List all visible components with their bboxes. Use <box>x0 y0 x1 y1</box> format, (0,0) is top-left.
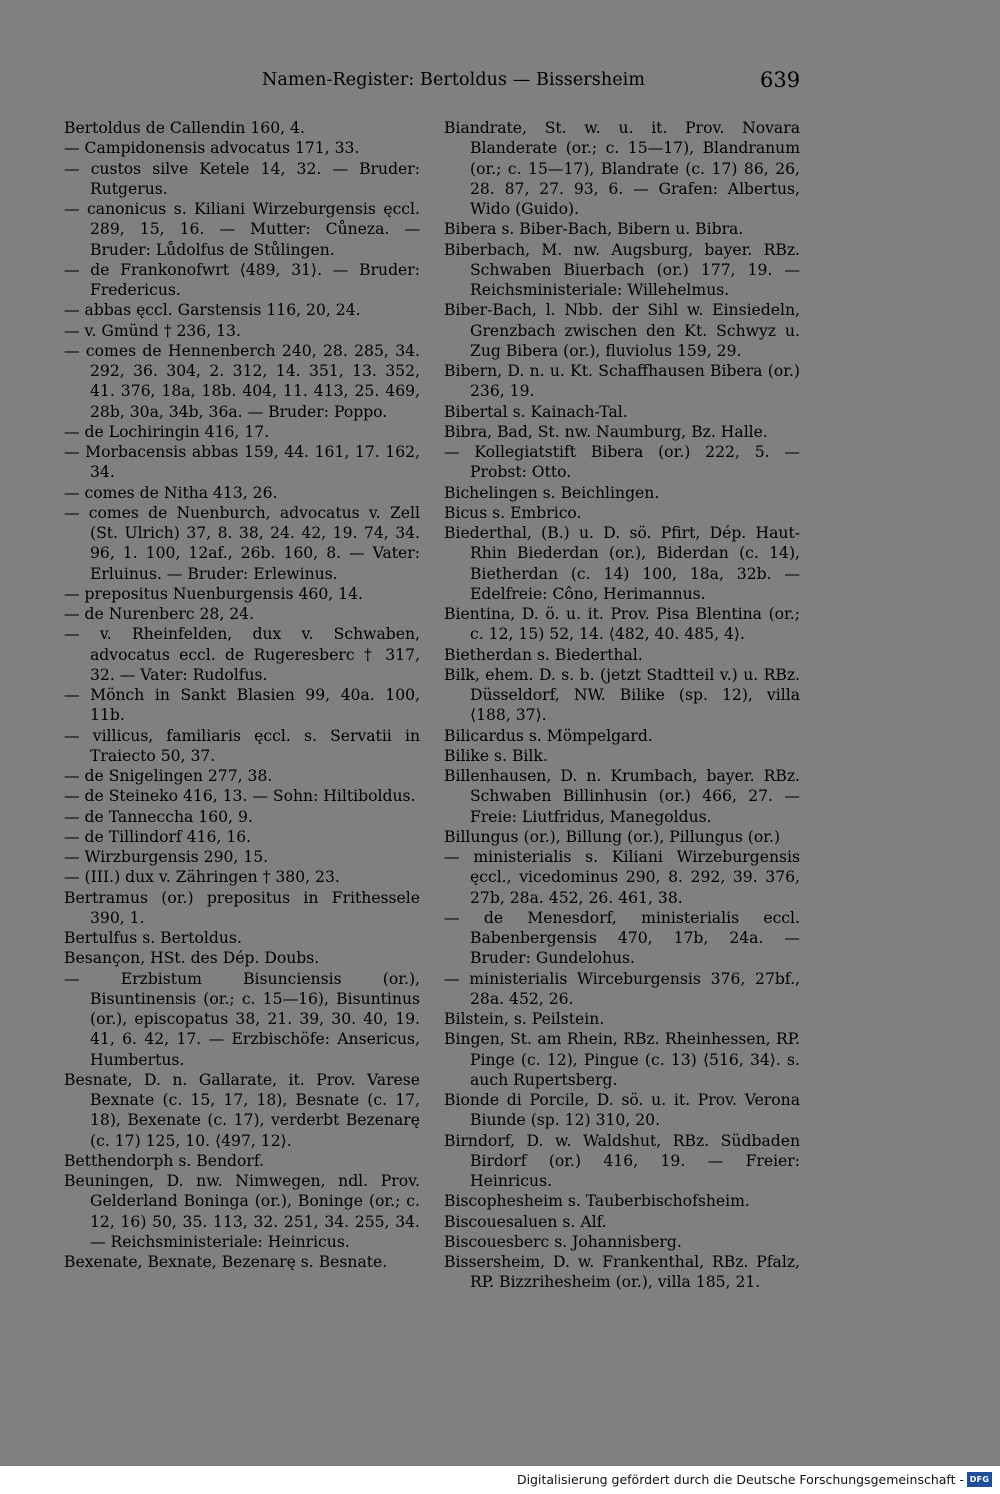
index-entry: Bibera s. Biber-Bach, Bibern u. Bibra. <box>444 220 744 239</box>
index-entry: Biber-Bach, l. Nbb. der Sihl w. Einsiedeln, Grenzbach zwischen den Kt. Schwyz u. Zug Bibera (or.), fluviolus 159, 29. <box>444 301 800 360</box>
index-entry: Biederthal, (B.) u. D. sö. Pfirt, Dép. Haut-Rhin Biederdan (or.), Biderdan (c. 14), Bietherdan (c. 14) 100, 18a, 32b. — Edelfreie: Côno, Herimannus. <box>444 524 800 603</box>
index-entry: — ministerialis Wirceburgensis 376, 27bf., 28a. 452, 26. <box>444 969 800 1008</box>
index-entry: Besançon, HSt. des Dép. Doubs. <box>64 949 320 968</box>
index-entry: Biandrate, St. w. u. it. Prov. Novara Blanderate (or.; c. 15—17), Blandranum (or.; c. 15—17), Blandrate (c. 17) 86, 26, 28. 87, 27. 93, 6. — Grafen: Albertus, Wido (Guido). <box>444 119 800 218</box>
page-number: 639 <box>760 68 801 92</box>
index-entry: — villicus, familiaris ęccl. s. Servatii in Traiecto 50, 37. <box>64 726 420 765</box>
index-entry: Bietherdan s. Biederthal. <box>444 645 643 664</box>
index-entry: — abbas ęccl. Garstensis 116, 20, 24. <box>64 301 361 320</box>
index-entry: Bexenate, Bexnate, Bezenarę s. Besnate. <box>64 1253 388 1271</box>
index-entry: Bientina, D. ö. u. it. Prov. Pisa Blentina (or.; c. 12, 15) 52, 14. ⟨482, 40. 485, 4⟩. <box>444 605 800 644</box>
index-entry: — de Tillindorf 416, 16. <box>64 827 252 846</box>
index-entry: Bilk, ehem. D. s. b. (jetzt Stadtteil v.) u. RBz. Düsseldorf, NW. Bilike (sp. 12), villa ⟨188, 37⟩. <box>444 665 800 725</box>
index-entry: Bissersheim, D. w. Frankenthal, RBz. Pfalz, RP. Bizzrihesheim (or.), villa 185, 21. <box>444 1253 800 1292</box>
page-header <box>0 70 1000 98</box>
index-entry: — ministerialis s. Kiliani Wirzeburgensis ęccl., vicedominus 290, 8. 292, 39. 376, 27b, 28a. 452, 26. 461, 38. <box>444 848 800 907</box>
index-entry: — custos silve Ketele 14, 32. — Bruder: Rutgerus. <box>64 159 420 198</box>
index-entry: — comes de Hennenberch 240, 28. 285, 34. 292, 36. 304, 2. 312, 14. 351, 13. 352, 41. 376, 18a, 18b. 404, 11. 413, 25. 469, 28b, 30a, 34b, 36a. — Bruder: Poppo. <box>64 341 420 421</box>
index-entry: Bionde di Porcile, D. sö. u. it. Prov. Verona Biunde (sp. 12) 310, 20. <box>444 1091 800 1130</box>
index-entry: Birndorf, D. w. Waldshut, RBz. Südbaden Birdorf (or.) 416, 19. — Freier: Heinricus. <box>444 1131 800 1190</box>
left-column <box>64 118 420 1272</box>
funding-footer <box>0 1466 1000 1494</box>
index-entry: Beuningen, D. nw. Nimwegen, ndl. Prov. Gelderland Boninga (or.), Boninge (or.; c. 12, 16) 50, 35. 113, 32. 251, 34. 255, 34. — Reichsministeriale: Heinricus. <box>64 1172 420 1251</box>
index-entry: — Wirzburgensis 290, 15. <box>64 848 269 866</box>
index-entry: — Morbacensis abbas 159, 44. 161, 17. 162, 34. <box>64 443 420 482</box>
index-entry: Bibertal s. Kainach-Tal. <box>444 402 628 421</box>
index-entry: Biscouesberc s. Johannisberg. <box>444 1232 682 1251</box>
index-entry: Bilicardus s. Mömpelgard. <box>444 726 653 745</box>
index-entry: — de Snigelingen 277, 38. <box>64 767 273 785</box>
index-entry: Betthendorph s. Bendorf. <box>64 1151 264 1170</box>
index-entry: Bilstein, s. Peilstein. <box>444 1010 605 1028</box>
index-entry: Biberbach, M. nw. Augsburg, bayer. RBz. Schwaben Biuerbach (or.) 177, 19. — Reichsministeriale: Willehelmus. <box>444 240 800 299</box>
index-entry: Bicus s. Embrico. <box>444 503 582 522</box>
running-title: Namen-Register: Bertoldus — Bissersheim <box>262 70 646 90</box>
index-entry: Bibra, Bad, St. nw. Naumburg, Bz. Halle. <box>444 422 768 441</box>
index-entry: — Campidonensis advocatus 171, 33. <box>64 139 360 158</box>
index-entry: Bibern, D. n. u. Kt. Schaffhausen Bibera (or.) 236, 19. <box>444 362 800 401</box>
index-entry: Besnate, D. n. Gallarate, it. Prov. Varese Bexnate (c. 15, 17, 18), Besnate (c. 17, 18), Bexenate (c. 17), verderbt Bezenarę (c. 17) 125, 10. ⟨497, 12⟩. <box>64 1070 420 1150</box>
index-entry: — Mönch in Sankt Blasien 99, 40a. 100, 11b. <box>64 686 420 725</box>
index-entry: — de Tanneccha 160, 9. <box>64 807 253 826</box>
index-entry: — prepositus Nuenburgensis 460, 14. <box>64 584 363 603</box>
index-entry: Biscouesaluen s. Alf. <box>444 1212 607 1231</box>
dfg-logo-icon: DFG <box>967 1472 992 1487</box>
index-entry: — de Steineko 416, 13. — Sohn: Hiltiboldus. <box>64 787 416 806</box>
index-entry: — (III.) dux v. Zähringen † 380, 23. <box>64 868 340 887</box>
index-entry: Billenhausen, D. n. Krumbach, bayer. RBz. Schwaben Billinhusin (or.) 466, 27. — Freie: Liutfridus, Manegoldus. <box>444 767 800 826</box>
index-entry: — v. Rheinfelden, dux v. Schwaben, advocatus eccl. de Rugeresberc † 317, 32. — Vater: Rudolfus. <box>64 625 420 684</box>
index-entry: Billungus (or.), Billung (or.), Pillungus (or.) <box>444 827 781 846</box>
index-entry: — canonicus s. Kiliani Wirzeburgensis ęccl. 289, 15, 16. — Mutter: Cůneza. — Bruder: Lůdolfus de Stůlingen. <box>64 200 420 259</box>
index-entry: Bingen, St. am Rhein, RBz. Rheinhessen, RP. Pinge (c. 12), Pingue (c. 13) ⟨516, 34⟩. s. auch Rupertsberg. <box>444 1030 800 1089</box>
funding-notice: Digitalisierung gefördert durch die Deutsche Forschungsgemeinschaft - <box>516 1472 964 1487</box>
index-entry: Bichelingen s. Beichlingen. <box>444 483 660 502</box>
index-entry: — de Nurenberc 28, 24. <box>64 605 255 623</box>
index-entry: — de Menesdorf, ministerialis eccl. Babenbergensis 470, 17b, 24a. — Bruder: Gundelohus. <box>444 908 800 968</box>
index-entry: — v. Gmünd † 236, 13. <box>64 321 241 340</box>
index-entry: — comes de Nuenburch, advocatus v. Zell (St. Ulrich) 37, 8. 38, 24. 42, 19. 74, 34. 96, 1. 100, 12af., 26b. 160, 8. — Vater: Erluinus. — Bruder: Erlewinus. <box>64 503 420 583</box>
index-entry: Bilike s. Bilk. <box>444 746 548 765</box>
right-column <box>444 118 800 1293</box>
index-entry: — Kollegiatstift Bibera (or.) 222, 5. — Probst: Otto. <box>444 443 800 482</box>
index-entry: — de Lochiringin 416, 17. <box>64 422 270 441</box>
index-entry: Bertramus (or.) prepositus in Frithessele 390, 1. <box>64 888 420 927</box>
index-entry: — de Frankonofwrt ⟨489, 31⟩. — Bruder: Fredericus. <box>64 260 420 299</box>
index-entry: — Erzbistum Bisunciensis (or.), Bisuntinensis (or.; c. 15—16), Bisuntinus (or.), episcopatus 38, 21. 39, 30. 40, 19. 41, 6. 42, 17. — Erzbischöfe: Ansericus, Humbertus. <box>64 969 420 1069</box>
index-entry: — comes de Nitha 413, 26. <box>64 483 278 502</box>
index-entry: Bertulfus s. Bertoldus. <box>64 929 242 947</box>
index-entry: Bertoldus de Callendin 160, 4. <box>64 119 305 137</box>
index-entry: Biscophesheim s. Tauberbischofsheim. <box>444 1192 750 1211</box>
